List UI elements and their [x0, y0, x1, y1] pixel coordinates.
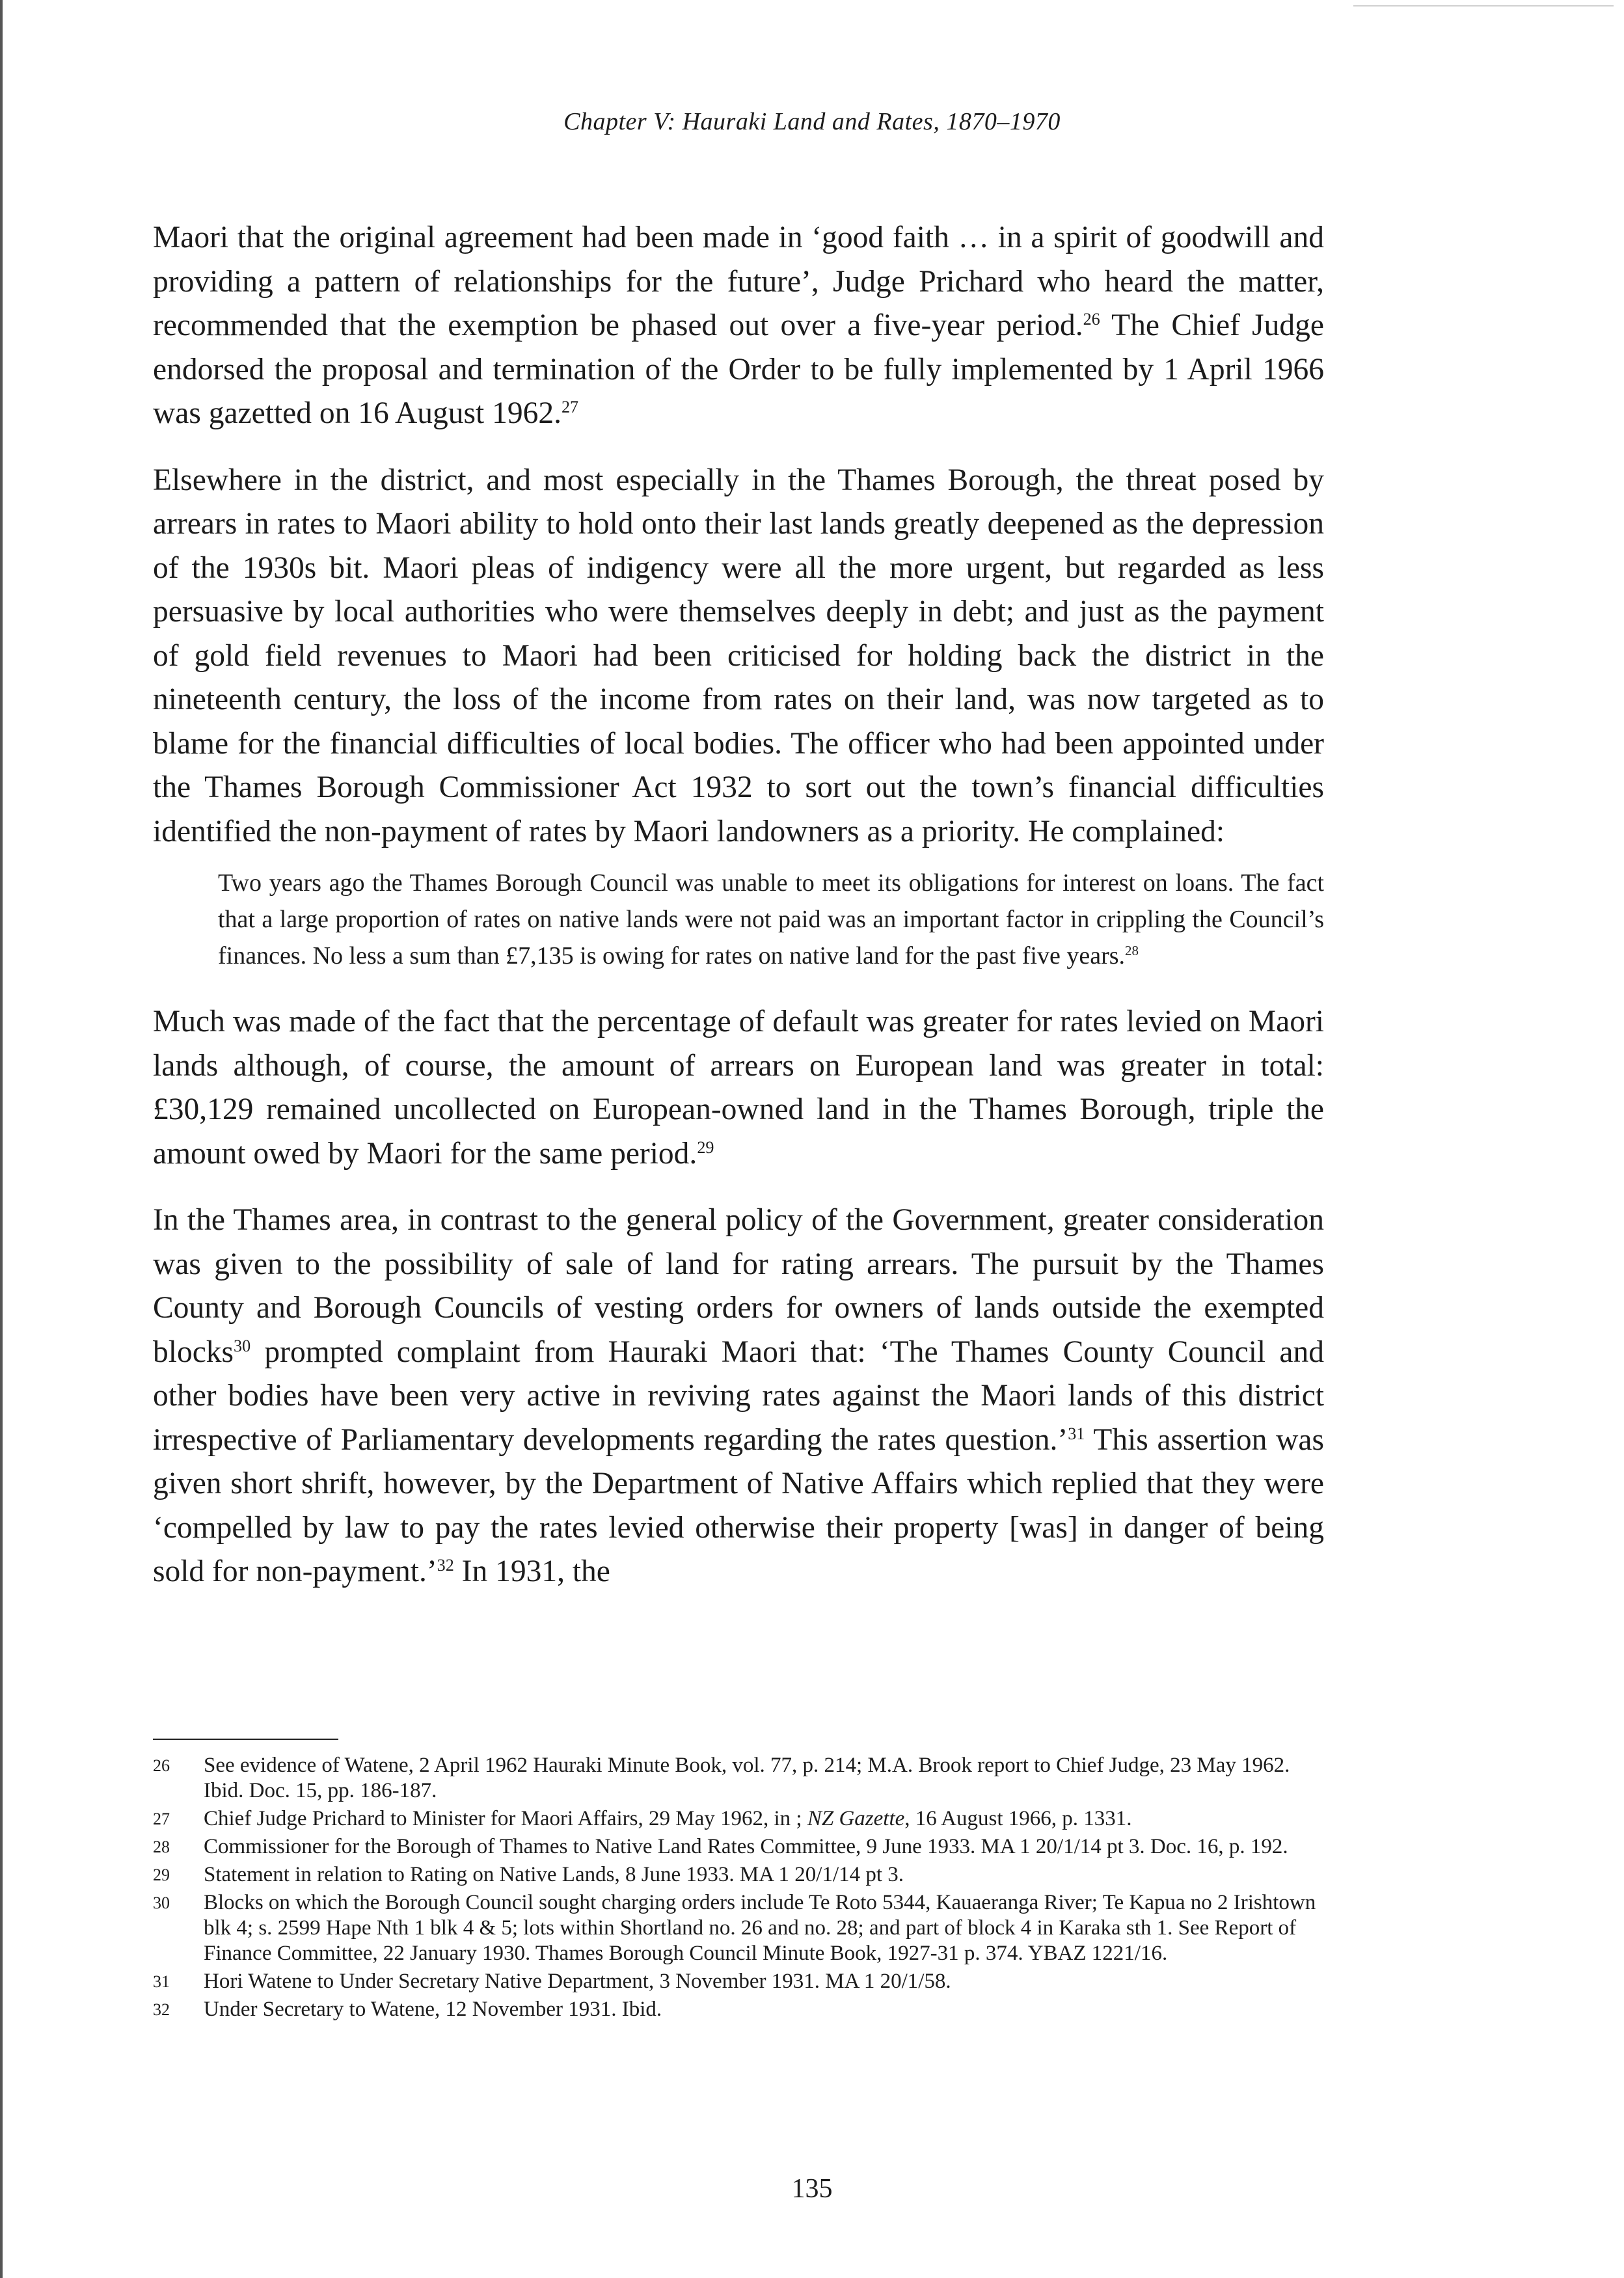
footnote-27: [153, 1806, 1324, 1832]
paragraph-2-text: Elsewhere in the district, and most especially in the Thames Borough, the threat posed by arrears in rates to Maori ability to hold onto their last lands greatly deepened as the depression of the 1930s bit. Maori pleas of indigency were all the more urgent, but regarded as less persuasive by local authorities who were themselves deeply in debt; and just as the payment of gold field revenues to Maori had been criticised for holding back the district in the nineteenth century, the loss of the income from rates on their land, was now targeted as to blame for the financial difficulties of local bodies. The officer who had been appointed under the Thames Borough Commissioner Act 1932 to sort out the town’s financial difficulties identified the non-payment of rates by Maori landowners as a priority. He complained:: [153, 463, 1324, 848]
footnote-ref-26[interactable]: 26: [1083, 310, 1100, 329]
footnote-ref-31[interactable]: 31: [1068, 1424, 1085, 1443]
footnote-number: 26: [153, 1756, 170, 1775]
footnote-32: [153, 1997, 1324, 2022]
scan-top-edge: [1353, 5, 1614, 7]
footnote-number: 30: [153, 1893, 170, 1912]
main-text: [153, 216, 1324, 1617]
paragraph-4-text-c: This assertion was given short shrift, however, by the Department of Native Affairs which replied that they were ‘compelled by law to pay the rates levied otherwise their property [was] in danger of being sold for non-payment.’: [153, 1422, 1324, 1588]
footnote-number: 27: [153, 1810, 170, 1828]
footnote-29: [153, 1862, 1324, 1888]
footnote-ref-29[interactable]: 29: [697, 1137, 714, 1157]
footnote-ref-30[interactable]: 30: [234, 1336, 251, 1355]
paragraph-4-text-d: In 1931, the: [453, 1554, 610, 1588]
paragraph-4: [153, 1199, 1324, 1594]
paragraph-3-text: Much was made of the fact that the percentage of default was greater for rates levied on Maori lands although, of course, the amount of arrears on European land was greater in total: £30,129 remained uncollected on European-owned land in the Thames Borough, triple the amount owed by Maori for the same period.: [153, 1005, 1324, 1171]
paragraph-1-text-b: The Chief Judge endorsed the proposal and termination of the Order to be fully implemented by 1 April 1966 was gazetted on 16 August 1962.: [153, 308, 1324, 430]
footnote-text: Statement in relation to Rating on Native Lands, 8 June 1933. MA 1 20/1/14 pt 3.: [204, 1863, 904, 1886]
footnote-text: See evidence of Watene, 2 April 1962 Hauraki Minute Book, vol. 77, p. 214; M.A. Brook report to Chief Judge, 23 May 1962. Ibid. Doc. 15, pp. 186-187.: [204, 1754, 1290, 1802]
paragraph-1: [153, 216, 1324, 436]
footnote-text-a: Chief Judge Prichard to Minister for Maori Affairs, 29 May 1962, in ;: [204, 1807, 807, 1830]
footnote-text: [204, 1806, 1324, 1832]
footnote-ref-27[interactable]: 27: [561, 398, 579, 417]
footnotes: [153, 1753, 1324, 2025]
footnote-ref-32[interactable]: 32: [437, 1556, 454, 1575]
footnote-text-b: , 16 August 1966, p. 1331.: [904, 1807, 1132, 1830]
paragraph-4-text-b: prompted complaint from Hauraki Maori that: ‘The Thames County Council and other bodies have been very active in reviving rates against the Maori lands of this district irrespective of Parliamentary developments regarding the rates question.’: [153, 1335, 1324, 1457]
running-head: Chapter V: Hauraki Land and Rates, 1870–1970: [563, 108, 1061, 135]
footnote-italic-title: NZ Gazette: [807, 1807, 905, 1830]
scan-left-edge: [0, 0, 3, 2278]
paragraph-2: [153, 459, 1324, 854]
paragraph-1-text-a: Maori that the original agreement had been made in ‘good faith … in a spirit of goodwill and providing a pattern of relationships for the future’, Judge Prichard who heard the matter, recommended that the exemption be phased out over a five-year period.: [153, 221, 1324, 342]
footnote-26: [153, 1753, 1324, 1804]
paragraph-3: [153, 1000, 1324, 1176]
footnote-number: 28: [153, 1837, 170, 1856]
footnote-30: [153, 1890, 1324, 1966]
footnote-divider: [153, 1739, 338, 1740]
footnote-number: 29: [153, 1865, 170, 1884]
footnote-28: [153, 1834, 1324, 1860]
footnote-text: Commissioner for the Borough of Thames to Native Land Rates Committee, 9 June 1933. MA 1 20/1/14 pt 3. Doc. 16, p. 192.: [204, 1835, 1288, 1858]
footnote-number: 31: [153, 1972, 170, 1991]
footnote-31: [153, 1969, 1324, 1994]
footnote-number: 32: [153, 2000, 170, 2019]
page-number: 135: [791, 2174, 833, 2204]
footnote-text: Under Secretary to Watene, 12 November 1931. Ibid.: [204, 1998, 662, 2021]
block-quote-text: Two years ago the Thames Borough Council was unable to meet its obligations for interest on loans. The fact that a large proportion of rates on native lands were not paid was an important factor in crippling the Council’s finances. No less a sum than £7,135 is owing for rates on native land for the past five years.: [218, 869, 1324, 970]
footnote-text: Blocks on which the Borough Council sought charging orders include Te Roto 5344, Kauaeranga River; Te Kapua no 2 Irishtown blk 4; s. 2599 Hape Nth 1 blk 4 & 5; lots within Shortland no. 26 and no. 28; and part of block 4 in Karaka sth 1. See Report of Finance Committee, 22 January 1930. Thames Borough Council Minute Book, 1927-31 p. 374. YBAZ 1221/16.: [204, 1891, 1316, 1965]
paragraph-4-text-a: In the Thames area, in contrast to the general policy of the Government, greater consideration was given to the possibility of sale of land for rating arrears. The pursuit by the Thames County and Borough Councils of vesting orders for owners of lands outside the exempted blocks: [153, 1203, 1324, 1369]
footnote-ref-28[interactable]: 28: [1125, 943, 1139, 959]
block-quote: [218, 865, 1324, 974]
footnote-text: Hori Watene to Under Secretary Native Department, 3 November 1931. MA 1 20/1/58.: [204, 1970, 951, 1993]
